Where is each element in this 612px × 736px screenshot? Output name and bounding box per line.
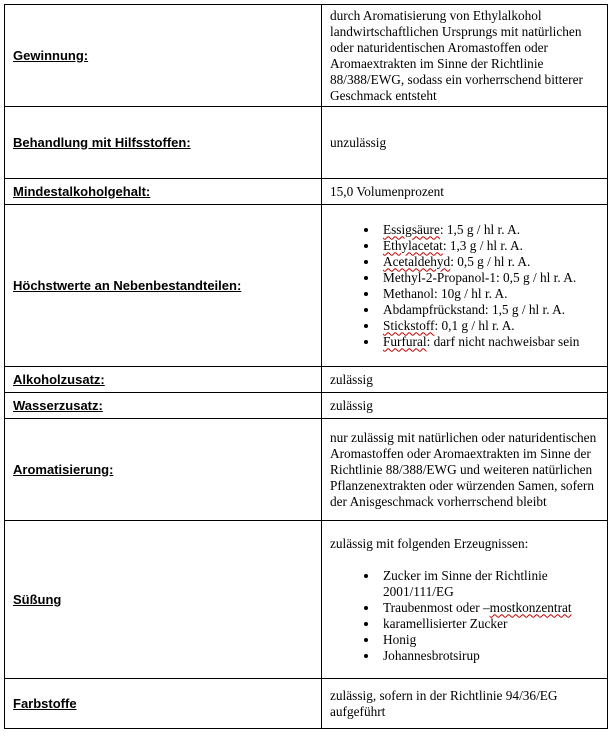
item-value: : 1,3 g / hl r. A. xyxy=(442,237,523,253)
row-label: Farbstoffe xyxy=(5,679,322,729)
table-row xyxy=(5,521,608,679)
list-item xyxy=(379,334,601,350)
row-label: Mindestalkoholgehalt: xyxy=(5,179,322,205)
row-value: nur zulässig mit natürlichen oder naturidentischen Aromastoffen oder Aromaextrakten im Sinne der Richtlinie 88/388/EWG und weiteren natürlichen Pflanzenextrakten oder würzenden Samen, sofern der Anisgeschmack vorherrschend bleibt xyxy=(322,419,608,521)
table-row xyxy=(5,107,608,179)
item-text-marked: mostkonzentrat xyxy=(489,599,572,615)
item-value: : 1,5 g / hl r. A. xyxy=(439,221,521,237)
sweetening-cell xyxy=(322,521,608,679)
sweetener-list xyxy=(330,568,601,664)
table-row xyxy=(5,179,608,205)
row-label: Gewinnung: xyxy=(5,5,322,107)
item-name: Methanol xyxy=(383,285,434,301)
list-item xyxy=(379,222,601,238)
item-name: Stickstoff xyxy=(383,317,435,333)
row-label: Aromatisierung: xyxy=(5,419,322,521)
row-label: Höchstwerte an Nebenbestandteilen: xyxy=(5,205,322,367)
list-item xyxy=(379,318,601,334)
list-item xyxy=(379,302,601,318)
impurity-list xyxy=(330,222,601,350)
item-value: : 0,5 g / hl r. A. xyxy=(450,253,531,269)
row-label: Behandlung mit Hilfsstoffen: xyxy=(5,107,322,179)
list-item: • Honig xyxy=(379,632,601,648)
row-value: zulässig, sofern in der Richtlinie 94/36/EG aufgeführt xyxy=(322,679,608,729)
list-item: • Johannesbrotsirup xyxy=(379,648,601,664)
row-label: Süßung xyxy=(5,521,322,679)
row-value: unzulässig xyxy=(322,107,608,179)
item-value: : 0,1 g / hl r. A. xyxy=(434,317,515,333)
list-item xyxy=(379,600,601,616)
item-name: Essigsäure xyxy=(383,221,440,237)
table-row xyxy=(5,5,608,107)
table-row xyxy=(5,367,608,393)
item-name: Abdampfrückstand xyxy=(383,301,485,317)
item-name: Ethylacetat xyxy=(383,237,443,253)
item-value: : 1,5 g / hl r. A. xyxy=(484,301,566,317)
item-name: Furfural xyxy=(383,333,427,349)
table-row xyxy=(5,419,608,521)
row-value: 15,0 Volumenprozent xyxy=(322,179,608,205)
row-value: zulässig xyxy=(322,393,608,419)
impurity-list-cell xyxy=(322,205,608,367)
row-label: Alkoholzusatz: xyxy=(5,367,322,393)
table-row xyxy=(5,679,608,729)
item-name: Acetaldehyd xyxy=(383,253,451,269)
table-row xyxy=(5,205,608,367)
item-value: : 10g / hl r. A. xyxy=(433,285,508,301)
row-value: zulässig xyxy=(322,367,608,393)
list-item xyxy=(379,286,601,302)
row-intro: zulässig mit folgenden Erzeugnissen: xyxy=(330,535,529,551)
row-label: Wasserzusatz: xyxy=(5,393,322,419)
list-item: • Zucker im Sinne der Richtlinie 2001/111/EG xyxy=(379,568,601,600)
list-item xyxy=(379,254,601,270)
item-text: Traubenmost oder – xyxy=(383,599,490,615)
row-value: durch Aromatisierung von Ethylalkohol landwirtschaftlichen Ursprungs mit natürlichen oder naturidentischen Aromastoffen oder Aromaextrakten im Sinne der Richtlinie 88/388/EWG, sodass ein vorherrschend bitterer Geschmack entsteht xyxy=(322,5,608,107)
item-value: : darf nicht nachweisbar sein xyxy=(426,333,580,349)
item-value: : 0,5 g / hl r. A. xyxy=(496,269,577,285)
list-item xyxy=(379,238,601,254)
list-item: • karamellisierter Zucker xyxy=(379,616,601,632)
list-item xyxy=(379,270,601,286)
item-name: Methyl-2-Propanol-1 xyxy=(383,269,497,285)
specification-table xyxy=(4,4,608,729)
table-row xyxy=(5,393,608,419)
